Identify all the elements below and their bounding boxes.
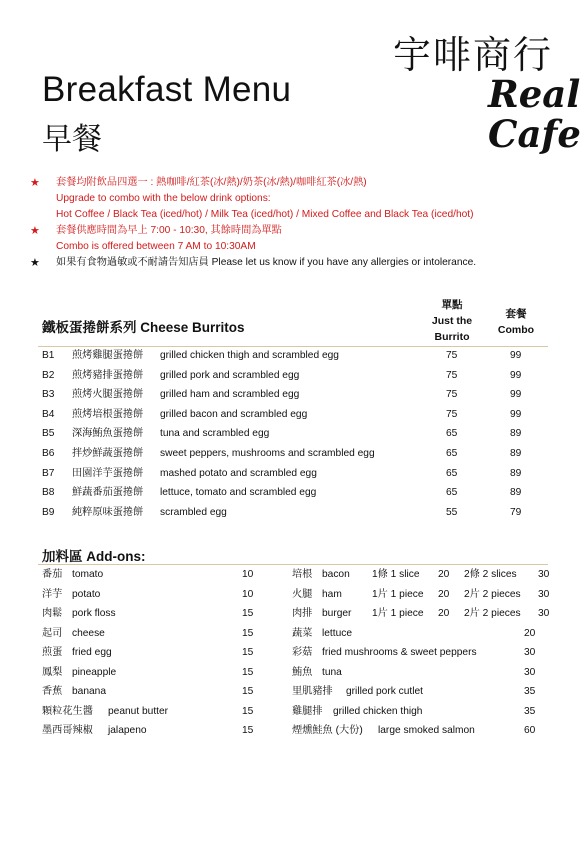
item-name-zh: 煎烤豬排蛋捲餅 bbox=[72, 369, 144, 381]
addon-name-en: jalapeno bbox=[108, 725, 147, 736]
addon-price: 15 bbox=[242, 608, 254, 619]
col-head-line: Combo bbox=[497, 324, 535, 336]
note-combo-hours bbox=[30, 223, 570, 255]
addon-option-2-price: 30 bbox=[538, 588, 550, 600]
item-name-en: grilled pork and scrambled egg bbox=[160, 369, 300, 381]
addon-option-1: 1片 1 piece bbox=[372, 608, 424, 619]
price-single: 65 bbox=[446, 448, 458, 459]
addon-name-en: pork floss bbox=[72, 608, 116, 619]
addon-name-en: tomato bbox=[72, 569, 104, 580]
addon-name-en: potato bbox=[72, 588, 101, 600]
note-line: Hot Coffee / Black Tea (iced/hot) / Milk Tea (iced/hot) / Mixed Coffee and Black Tea (iced/hot) bbox=[56, 209, 474, 220]
burrito-row bbox=[42, 366, 552, 386]
price-combo: 89 bbox=[510, 467, 522, 479]
addon-name-en: tuna bbox=[322, 666, 342, 678]
page-title: Breakfast Menu bbox=[42, 70, 292, 109]
addon-option-1: 1片 1 piece bbox=[372, 588, 424, 600]
addon-option-1-price: 20 bbox=[438, 608, 450, 619]
price-single: 75 bbox=[446, 350, 458, 361]
menu-notes bbox=[30, 175, 570, 271]
addon-row bbox=[42, 585, 262, 605]
page-title-chinese: 早餐 bbox=[42, 123, 102, 156]
addon-row bbox=[292, 624, 552, 644]
addon-name-zh: 蔬菜 bbox=[292, 627, 313, 639]
addon-name-zh: 墨西哥辣椒 bbox=[42, 725, 93, 736]
addon-price: 10 bbox=[242, 569, 254, 580]
addon-row bbox=[42, 565, 262, 585]
addon-name-zh: 火腿 bbox=[292, 588, 313, 600]
addon-option-1-price: 20 bbox=[438, 588, 450, 600]
brand-logo-line2: Cafe bbox=[488, 112, 581, 156]
brand-name-chinese: 宇啡商行 bbox=[393, 35, 554, 77]
addon-name-en: lettuce bbox=[322, 627, 353, 639]
note-line: 套餐供應時間為早上 7:00 - 10:30, 其餘時間為單點 bbox=[56, 225, 282, 236]
addon-name-zh: 顆粒花生醬 bbox=[42, 705, 93, 717]
price-combo: 79 bbox=[510, 506, 522, 518]
addon-row bbox=[42, 604, 262, 624]
addon-option-2-price: 30 bbox=[538, 608, 550, 619]
col-head-line: Just the bbox=[431, 315, 473, 327]
addon-price: 15 bbox=[242, 705, 254, 717]
item-name-en: lettuce, tomato and scrambled egg bbox=[160, 487, 317, 499]
star-icon: ★ bbox=[30, 177, 40, 189]
col-head-line: 套餐 bbox=[505, 308, 527, 320]
price-combo: 99 bbox=[510, 350, 522, 361]
addon-name-en: grilled pork cutlet bbox=[346, 686, 424, 697]
brand-logo bbox=[488, 72, 581, 156]
star-icon: ★ bbox=[30, 257, 40, 269]
addon-price: 15 bbox=[242, 647, 254, 658]
addon-price: 60 bbox=[524, 725, 536, 736]
item-code: B2 bbox=[42, 369, 55, 381]
note-line: Combo is offered between 7 AM to 10:30AM bbox=[56, 241, 256, 252]
addon-name-en: banana bbox=[72, 686, 106, 697]
note-drinks bbox=[30, 175, 570, 223]
burrito-row bbox=[42, 483, 552, 503]
addon-price: 15 bbox=[242, 725, 254, 736]
item-code: B4 bbox=[42, 408, 55, 420]
addon-name-en: bacon bbox=[322, 569, 350, 580]
price-single: 75 bbox=[446, 408, 458, 420]
addon-name-zh: 肉排 bbox=[292, 608, 313, 619]
addon-option-2-price: 30 bbox=[538, 569, 550, 580]
addon-option-2: 2條 2 slices bbox=[464, 569, 517, 580]
burrito-row bbox=[42, 503, 552, 523]
col-head-single bbox=[420, 297, 484, 345]
burritos-section-title: 鐵板蛋捲餅系列 Cheese Burritos bbox=[42, 320, 245, 335]
price-single: 75 bbox=[446, 389, 458, 401]
addon-row bbox=[42, 721, 262, 741]
addon-name-zh: 起司 bbox=[42, 627, 63, 639]
addon-name-en: burger bbox=[322, 608, 352, 619]
addon-row bbox=[292, 721, 552, 741]
note-line: Upgrade to combo with the below drink options: bbox=[56, 193, 271, 204]
addon-option-1-price: 20 bbox=[438, 569, 450, 580]
addon-name-zh: 香蕉 bbox=[42, 686, 63, 697]
addon-row bbox=[292, 643, 552, 663]
note-line: 套餐均附飲品四選一 : 熱咖啡/紅茶(冰/熱)/奶茶(冰/熱)/咖啡紅茶(冰/熱) bbox=[56, 177, 367, 188]
addon-name-zh: 雞腿排 bbox=[292, 705, 323, 717]
item-name-zh: 煎烤雞腿蛋捲餅 bbox=[72, 350, 144, 361]
addon-name-zh: 煎蛋 bbox=[42, 647, 63, 658]
addon-name-zh: 培根 bbox=[292, 569, 313, 580]
addon-row bbox=[42, 643, 262, 663]
item-name-zh: 鮮蔬番茄蛋捲餅 bbox=[72, 487, 144, 499]
addon-row bbox=[42, 682, 262, 702]
item-name-zh: 田園洋芋蛋捲餅 bbox=[72, 467, 144, 479]
brand-logo-line1: Real bbox=[488, 72, 581, 116]
addon-row bbox=[292, 682, 552, 702]
item-code: B5 bbox=[42, 428, 55, 440]
addons-section-title: 加料區 Add-ons: bbox=[42, 549, 146, 564]
burrito-row bbox=[42, 385, 552, 405]
item-name-zh: 煎烤培根蛋捲餅 bbox=[72, 408, 144, 420]
burrito-row bbox=[42, 464, 552, 484]
addon-price: 10 bbox=[242, 588, 254, 600]
burrito-row bbox=[42, 346, 552, 366]
addon-name-zh: 鮪魚 bbox=[292, 666, 313, 678]
addon-row-multi bbox=[292, 585, 552, 605]
addon-price: 30 bbox=[524, 666, 536, 678]
addon-name-zh: 番茄 bbox=[42, 569, 63, 580]
addon-name-en: large smoked salmon bbox=[378, 725, 475, 736]
addon-name-en: cheese bbox=[72, 627, 105, 639]
item-code: B6 bbox=[42, 448, 55, 459]
item-code: B1 bbox=[42, 350, 55, 361]
note-allergy bbox=[30, 255, 570, 271]
addon-price: 15 bbox=[242, 627, 254, 639]
addon-name-en: peanut butter bbox=[108, 705, 169, 717]
item-name-en: mashed potato and scrambled egg bbox=[160, 467, 317, 479]
addon-name-zh: 鳳梨 bbox=[42, 666, 63, 678]
addon-option-2: 2片 2 pieces bbox=[464, 608, 521, 619]
note-line: 如果有食物過敏或不耐請告知店員 Please let us know if you have any allergies or intolerance. bbox=[56, 257, 477, 268]
burrito-row bbox=[42, 424, 552, 444]
addon-name-en: pineapple bbox=[72, 666, 117, 678]
addon-price: 15 bbox=[242, 666, 254, 678]
price-combo: 89 bbox=[510, 448, 522, 459]
item-name-en: sweet peppers, mushrooms and scrambled egg bbox=[160, 448, 375, 459]
price-single: 65 bbox=[446, 487, 458, 499]
addon-name-en: fried egg bbox=[72, 647, 112, 658]
item-name-en: tuna and scrambled egg bbox=[160, 428, 270, 440]
price-single: 55 bbox=[446, 506, 458, 518]
item-name-zh: 純粹原味蛋捲餅 bbox=[72, 506, 144, 518]
star-icon: ★ bbox=[30, 225, 40, 237]
price-combo: 99 bbox=[510, 408, 522, 420]
item-code: B9 bbox=[42, 506, 55, 518]
price-single: 65 bbox=[446, 428, 458, 440]
addon-name-zh: 彩菇 bbox=[292, 647, 313, 658]
addon-name-zh: 里肌豬排 bbox=[292, 686, 333, 697]
item-name-en: grilled ham and scrambled egg bbox=[160, 389, 300, 401]
item-name-zh: 深海鮪魚蛋捲餅 bbox=[72, 428, 144, 440]
addon-name-zh: 肉鬆 bbox=[42, 608, 63, 619]
addon-name-zh: 煙燻鮭魚 (大份) bbox=[292, 725, 363, 736]
addon-row bbox=[42, 702, 262, 722]
col-head-line: 單點 bbox=[441, 299, 463, 311]
col-head-combo bbox=[486, 306, 546, 338]
addon-price: 30 bbox=[524, 647, 536, 658]
addon-name-en: fried mushrooms & sweet peppers bbox=[322, 647, 477, 658]
item-code: B7 bbox=[42, 467, 55, 479]
addon-row-multi bbox=[292, 565, 552, 585]
addon-price: 35 bbox=[524, 686, 536, 697]
item-name-zh: 煎烤火腿蛋捲餅 bbox=[72, 389, 144, 401]
addon-name-zh: 洋芋 bbox=[42, 588, 63, 600]
addon-option-1: 1條 1 slice bbox=[372, 569, 420, 580]
addon-row-multi bbox=[292, 604, 552, 624]
price-combo: 99 bbox=[510, 389, 522, 401]
addon-row bbox=[42, 624, 262, 644]
item-code: B8 bbox=[42, 487, 55, 499]
col-head-line: Burrito bbox=[434, 331, 470, 343]
price-combo: 89 bbox=[510, 428, 522, 440]
burrito-row bbox=[42, 444, 552, 464]
burrito-row bbox=[42, 405, 552, 425]
price-single: 65 bbox=[446, 467, 458, 479]
addon-option-2: 2片 2 pieces bbox=[464, 588, 521, 600]
addon-name-en: grilled chicken thigh bbox=[333, 705, 423, 717]
item-name-en: grilled bacon and scrambled egg bbox=[160, 408, 308, 420]
price-single: 75 bbox=[446, 369, 458, 381]
price-combo: 89 bbox=[510, 487, 522, 499]
addon-row bbox=[292, 663, 552, 683]
item-code: B3 bbox=[42, 389, 55, 401]
addon-row bbox=[42, 663, 262, 683]
price-combo: 99 bbox=[510, 369, 522, 381]
addon-price: 35 bbox=[524, 705, 536, 717]
addon-name-en: ham bbox=[322, 588, 342, 600]
item-name-zh: 拌炒鮮蔬蛋捲餅 bbox=[72, 448, 144, 459]
addon-row bbox=[292, 702, 552, 722]
addon-price: 15 bbox=[242, 686, 254, 697]
item-name-en: grilled chicken thigh and scrambled egg bbox=[160, 350, 339, 361]
addon-price: 20 bbox=[524, 627, 536, 639]
item-name-en: scrambled egg bbox=[160, 506, 227, 518]
